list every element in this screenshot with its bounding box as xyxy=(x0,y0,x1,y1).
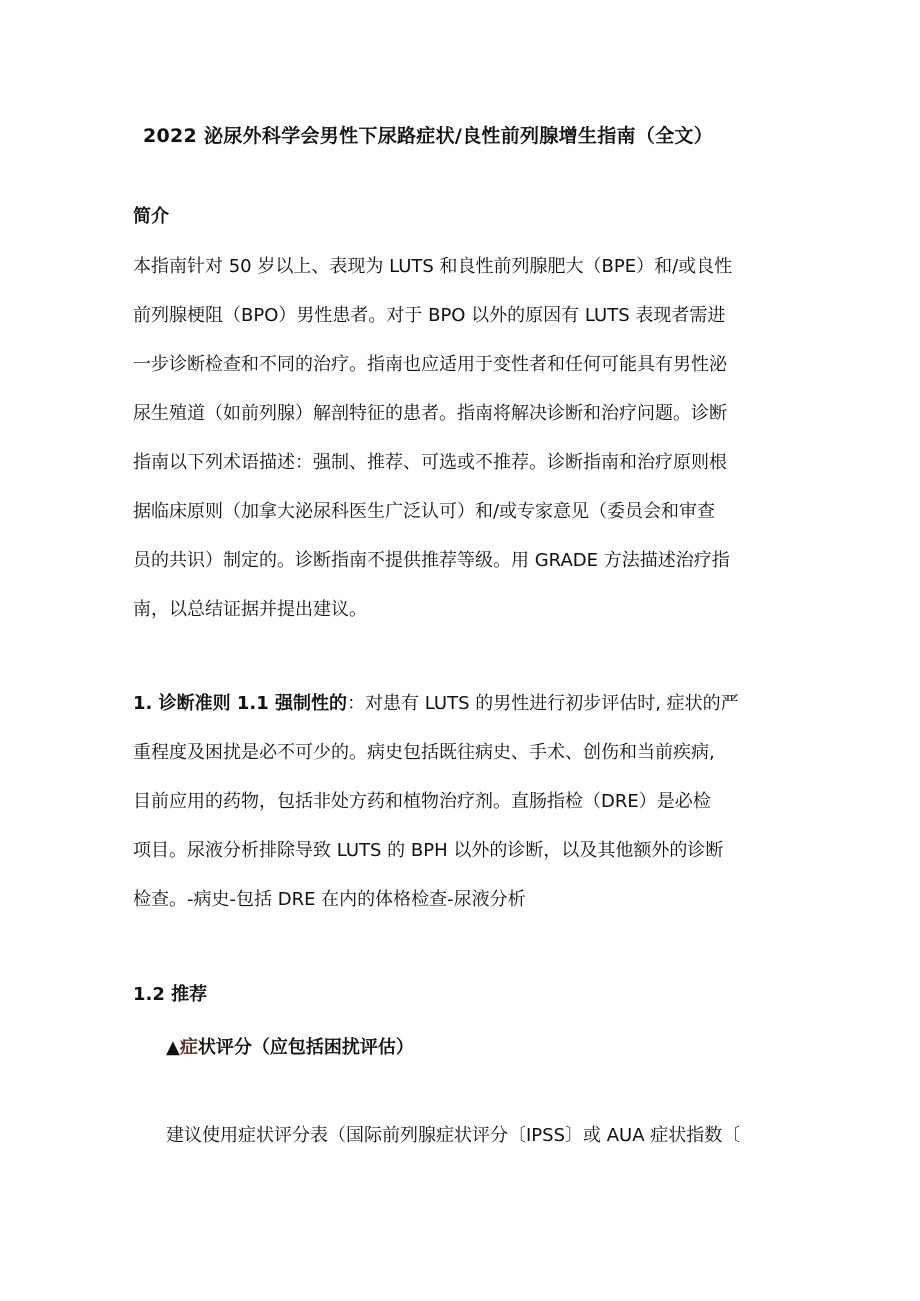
section1-bold-lead: 1. 诊断准则 1.1 强制性的 xyxy=(133,693,348,714)
intro-line: 南，以总结证据并提出建议。 xyxy=(133,599,367,620)
subheading-first-char: 症 xyxy=(179,1037,198,1058)
intro-line: 尿生殖道（如前列腺）解剖特征的患者。指南将解决诊断和治疗问题。诊断 xyxy=(133,403,727,424)
intro-line: 员的共识）制定的。诊断指南不提供推荐等级。用 GRADE 方法描述治疗指 xyxy=(133,550,730,571)
intro-line: 据临床原则（加拿大泌尿科医生广泛认可）和/或专家意见（委员会和审查 xyxy=(133,501,716,522)
intro-line: 本指南针对 50 岁以上、表现为 LUTS 和良性前列腺肥大（BPE）和/或良性 xyxy=(133,256,733,277)
intro-line: 指南以下列术语描述：强制、推荐、可选或不推荐。诊断指南和治疗原则根 xyxy=(133,452,727,473)
section1-line: 重程度及困扰是必不可少的。病史包括既往病史、手术、创伤和当前疾病, xyxy=(133,742,715,763)
section12-heading: 1.2 推荐 xyxy=(133,984,208,1005)
section1-paragraph xyxy=(133,679,808,924)
triangle-bullet-icon: ▲ xyxy=(166,1037,180,1058)
section1-line: 检查。-病史-包括 DRE 在内的体格检查-尿液分析 xyxy=(133,889,526,910)
section12-paragraph xyxy=(166,1111,806,1160)
intro-heading: 简介 xyxy=(133,206,169,227)
subheading-rest: 状评分（应包括困扰评估） xyxy=(197,1037,414,1058)
intro-line: 前列腺梗阻（BPO）男性患者。对于 BPO 以外的原因有 LUTS 表现者需进 xyxy=(133,305,726,326)
section1-first-line xyxy=(133,679,808,728)
section1-line: 项目。尿液分析排除导致 LUTS 的 BPH 以外的诊断，以及其他额外的诊断 xyxy=(133,840,724,861)
intro-paragraph xyxy=(133,242,808,634)
document-title: 2022 泌尿外科学会男性下尿路症状/良性前列腺增生指南（全文） xyxy=(143,125,714,147)
intro-line: 一步诊断检查和不同的治疗。指南也应适用于变性者和任何可能具有男性泌 xyxy=(133,354,727,375)
symptom-score-subheading xyxy=(166,1034,414,1062)
section1-line: 目前应用的药物，包括非处方药和植物治疗剂。直肠指检（DRE）是必检 xyxy=(133,791,711,812)
section1-first-line-rest: ：对患有 LUTS 的男性进行初步评估时, 症状的严 xyxy=(347,693,739,714)
section12-line: 建议使用症状评分表（国际前列腺症状评分〔IPSS〕或 AUA 症状指数〔 xyxy=(166,1125,741,1146)
